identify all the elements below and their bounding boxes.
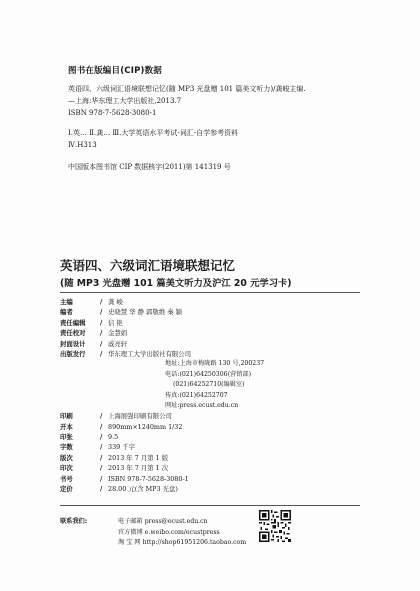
publisher-address: 地址:上海市梅陇路 130 号,200237 <box>165 360 265 368</box>
cip-classification: Ⅳ.H313 <box>68 141 97 149</box>
credit-label: 字数 <box>60 443 73 452</box>
credit-label: 主编 <box>60 298 73 306</box>
credit-row <box>60 297 360 307</box>
credit-label: 书号 <box>60 474 73 483</box>
colon: / <box>100 433 103 442</box>
colon: / <box>100 453 103 462</box>
credit-row <box>60 349 360 359</box>
cover-designer: 戚亮轩 <box>108 339 128 348</box>
publisher: 华东理工大学出版社有限公司 <box>108 349 192 358</box>
credit-row <box>60 339 360 349</box>
credit-row <box>60 432 360 442</box>
responsible-proofreader: 金慧娟 <box>108 329 128 338</box>
isbn: ISBN 978-7-5628-3080-1 <box>108 474 189 483</box>
colon: / <box>100 485 103 494</box>
price: 28.00 元(含 MP3 光盘) <box>108 485 178 494</box>
responsible-editor: 信 艳 <box>108 318 123 327</box>
credit-row <box>60 442 360 452</box>
cip-heading: 图书在版编目(CIP)数据 <box>68 66 163 76</box>
colon: / <box>100 308 103 317</box>
credit-row <box>60 463 360 473</box>
sheets: 9.5 <box>108 433 119 442</box>
cip-record <box>68 83 368 151</box>
credits-block <box>60 297 360 494</box>
contact-taobao-row <box>60 538 246 549</box>
cip-line-publisher: —上海:华东理工大学出版社,2013.7 <box>68 97 182 105</box>
credit-label: 印张 <box>60 433 73 442</box>
publisher-phone-sales: 电话:(021)64250306(营销部) <box>165 370 251 378</box>
printing: 2013 年 7 月第 1 次 <box>108 464 169 473</box>
contact-block <box>60 517 246 549</box>
contact-weibo: 官方微博 e.weibo.com/ecustpress <box>118 528 220 536</box>
contact-label: 联系我们: <box>60 518 88 525</box>
book-subtitle: (随 MP3 光盘赠 101 篇美文听力及沪江 20 元学习卡) <box>60 278 292 289</box>
credit-row <box>60 453 360 463</box>
colon: / <box>100 318 103 327</box>
cip-subjects: Ⅰ.英… Ⅱ.龚… Ⅲ.大学英语水平考试-词汇-自学参考资料 <box>68 129 239 137</box>
credit-label: 出版发行 <box>60 349 86 358</box>
colon: / <box>100 422 103 431</box>
credit-row <box>60 307 360 317</box>
chief-editor: 龚 峻 <box>108 298 123 306</box>
credit-label: 定价 <box>60 485 73 494</box>
editors: 史晓慧 华 静 郭敬维 秦 颖 <box>108 308 183 317</box>
edition: 2013 年 7 月第 1 版 <box>108 453 169 462</box>
cip-line-title: 英语四、六级词汇语境联想记忆(随 MP3 光盘赠 101 篇美文听力)/龚峻主编. <box>68 85 306 93</box>
qr-code-icon <box>259 510 291 542</box>
word-count: 339 千字 <box>108 443 136 452</box>
credit-label: 印刷 <box>60 412 73 421</box>
colon: / <box>100 339 103 348</box>
contact-email-row <box>60 517 246 528</box>
credit-label: 责任校对 <box>60 329 86 338</box>
credit-row <box>60 422 360 432</box>
colon: / <box>100 443 103 452</box>
credit-label: 编者 <box>60 308 73 317</box>
book-title: 英语四、六级词汇语境联想记忆 <box>60 258 236 273</box>
credit-label: 版次 <box>60 453 73 462</box>
colon: / <box>100 349 103 358</box>
credit-row <box>60 328 360 338</box>
publisher-website: 网址:press.ecust.edu.cn <box>165 401 239 409</box>
credit-row <box>60 484 360 494</box>
contact-email: 电子邮箱 press@ecust.edu.cn <box>118 518 208 525</box>
credit-row <box>60 474 360 484</box>
cip-line-isbn: ISBN 978-7-5628-3080-1 <box>68 109 157 117</box>
contact-weibo-row <box>60 528 246 539</box>
publisher-phone-editorial: (021)64252710(编辑室) <box>173 381 245 389</box>
credit-label: 责任编辑 <box>60 318 86 327</box>
divider-bottom <box>60 505 360 506</box>
colon: / <box>100 298 103 306</box>
contact-taobao: 淘 宝 网 http://shop61951206.taobao.com <box>118 539 247 546</box>
cip-check-number: 中国版本图书馆 CIP 数据核字(2011)第 141319 号 <box>68 163 231 171</box>
divider-top <box>60 292 360 293</box>
credit-row <box>60 318 360 328</box>
credit-label: 封面设计 <box>60 339 86 348</box>
colon: / <box>100 412 103 421</box>
format: 890mm×1240mm 1/32 <box>108 422 183 431</box>
credit-row <box>60 411 360 421</box>
colon: / <box>100 474 103 483</box>
credit-label: 开本 <box>60 422 73 431</box>
colon: / <box>100 464 103 473</box>
credit-label: 印次 <box>60 464 73 473</box>
printer: 上海展强印刷有限公司 <box>108 412 172 421</box>
colon: / <box>100 329 103 338</box>
publisher-fax: 传真:(021)64252707 <box>165 391 228 399</box>
